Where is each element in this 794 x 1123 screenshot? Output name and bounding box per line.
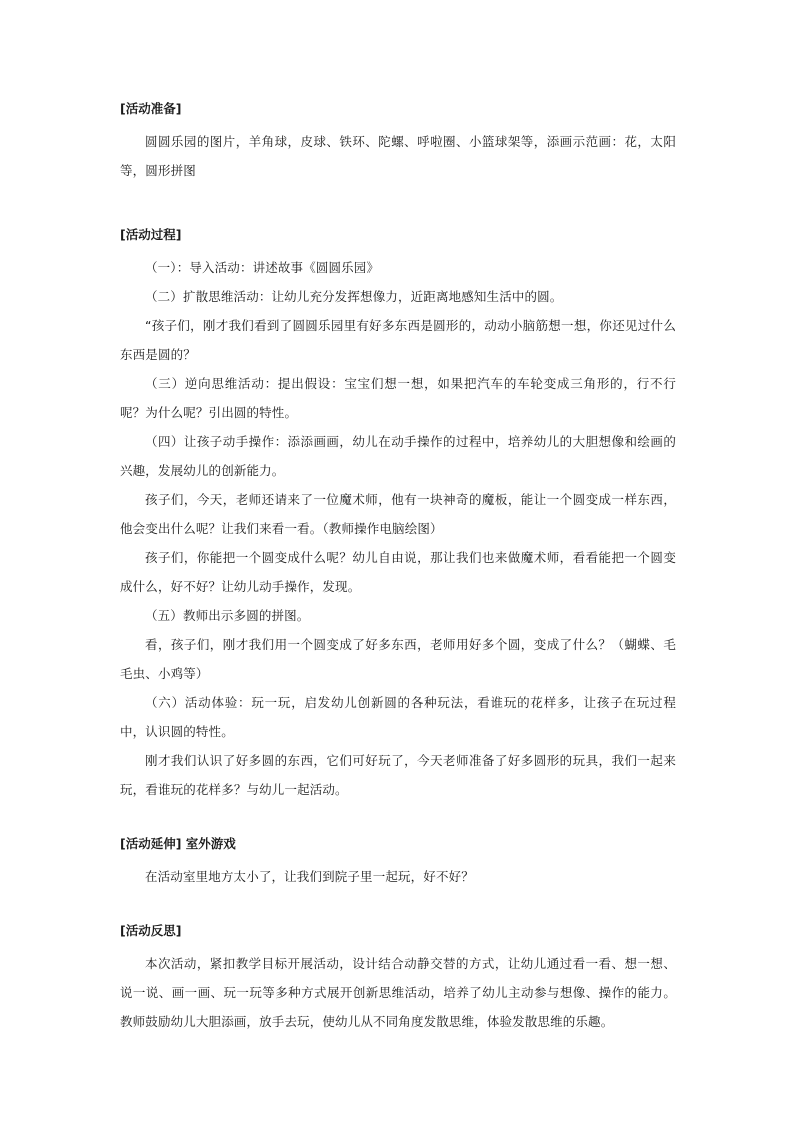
paragraph: 孩子们，今天，老师还请来了一位魔术师，他有一块神奇的魔板，能让一个圆变成一样东西，他会变出什么呢？让我们来看一看。（教师操作电脑绘图） (120, 492, 676, 536)
paragraph: （五）教师出示多圆的拼图。 (145, 608, 310, 623)
paragraph: （一）：导入活动：讲述故事《圆圆乐园》 (145, 260, 380, 275)
section-heading: [活动准备] (120, 101, 182, 116)
section-heading: [活动反思] (120, 923, 182, 938)
section-preparation (120, 99, 676, 185)
section-extension (120, 834, 676, 891)
paragraph: 孩子们，你能把一个圆变成什么呢？幼儿自由说，那让我们也来做魔术师，看看能把一个圆变成什么，好不好？让幼儿动手操作，发现。 (120, 550, 676, 594)
paragraph: 本次活动，紧扣教学目标开展活动，设计结合动静交替的方式，让幼儿通过看一看、想一想、说一说、画一画、玩一玩等多种方式展开创新思维活动，培养了幼儿主动参与想像、操作的能力。教师鼓励幼儿大胆添画，放手去玩，使幼儿从不同角度发散思维，体验发散思维的乐趣。 (120, 956, 676, 1029)
paragraph: （四）让孩子动手操作：添添画画，幼儿在动手操作的过程中，培养幼儿的大胆想像和绘画的兴趣，发展幼儿的创新能力。 (120, 434, 676, 478)
paragraph: 圆圆乐园的图片，羊角球，皮球、铁环、陀螺、呼啦圈、小篮球架等，添画示范画：花，太阳等，圆形拼图 (120, 134, 676, 178)
section-heading: [活动延伸] 室外游戏 (120, 836, 236, 851)
paragraph: 看，孩子们，刚才我们用一个圆变成了好多东西，老师用好多个圆，变成了什么？（蝴蝶、毛毛虫、小鸡等） (120, 637, 676, 681)
section-reflection (120, 921, 676, 1036)
section-process (120, 225, 676, 804)
paragraph: （六）活动体验：玩一玩，启发幼儿创新圆的各种玩法，看谁玩的花样多，让孩子在玩过程中，认识圆的特性。 (120, 695, 676, 739)
paragraph: （二）扩散思维活动：让幼儿充分发挥想像力，近距离地感知生活中的圆。 (145, 289, 563, 304)
paragraph: 刚才我们认识了好多圆的东西，它们可好玩了，今天老师准备了好多圆形的玩具，我们一起来玩，看谁玩的花样多？与幼儿一起活动。 (120, 753, 676, 797)
document-body (120, 99, 676, 1036)
paragraph: 在活动室里地方太小了，让我们到院子里一起玩，好不好？ (145, 869, 474, 884)
paragraph: （三）逆向思维活动：提出假设：宝宝们想一想，如果把汽车的车轮变成三角形的，行不行呢？为什么呢？引出圆的特性。 (120, 376, 676, 420)
section-heading: [活动过程] (120, 227, 182, 242)
paragraph: “孩子们，刚才我们看到了圆圆乐园里有好多东西是圆形的，动动小脑筋想一想，你还见过什么东西是圆的？ (120, 318, 676, 362)
